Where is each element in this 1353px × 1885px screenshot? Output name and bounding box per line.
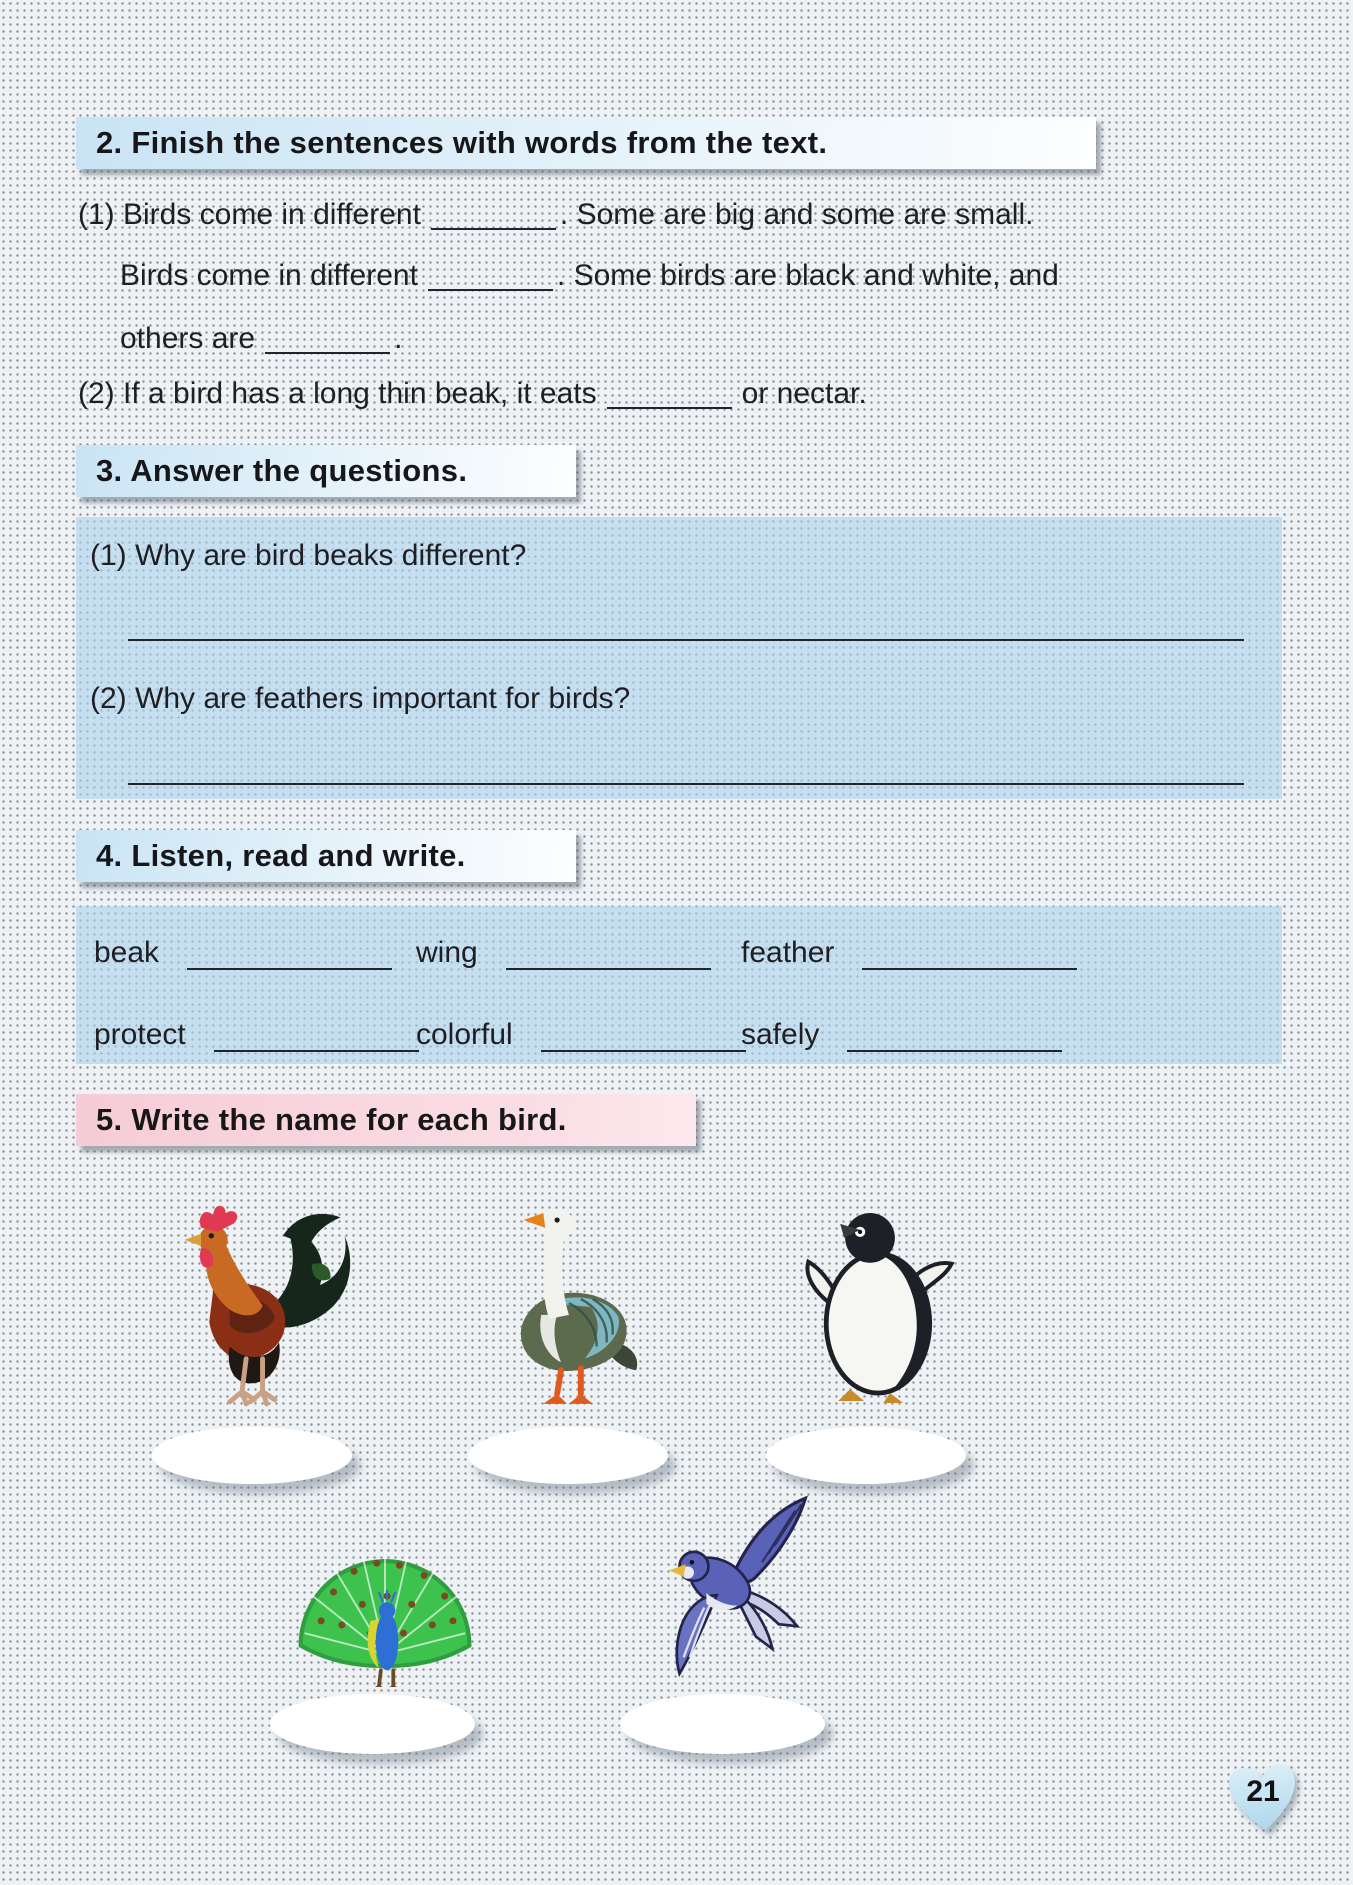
section-4-header	[76, 830, 576, 882]
section-4-title: 4. Listen, read and write.	[96, 838, 466, 873]
sentence-line-1	[78, 198, 1033, 232]
swallow-image	[642, 1492, 812, 1682]
goose-image	[482, 1200, 650, 1410]
page-number: 21	[1246, 1775, 1280, 1808]
vocabulary-panel	[76, 906, 1282, 1064]
vocab-label: feather	[741, 936, 835, 969]
section-3-header	[76, 445, 576, 497]
answer-line-1	[128, 639, 1244, 641]
name-plate-oval	[152, 1427, 352, 1484]
questions-panel	[76, 517, 1282, 799]
vocab-word-safely	[741, 1018, 1062, 1052]
name-plate-oval	[620, 1694, 825, 1754]
question-1: (1) Why are bird beaks different?	[90, 539, 527, 572]
peacock-image	[280, 1497, 490, 1687]
vocab-word-feather	[741, 936, 1077, 970]
vocab-word-wing	[416, 936, 711, 970]
write-line	[847, 1020, 1062, 1052]
sentence-text: Birds come in different	[120, 259, 418, 292]
sentence-line-2	[120, 259, 1059, 293]
sentence-text: others are	[120, 322, 256, 355]
sentence-text: (2) If a bird has a long thin beak, it eats	[78, 377, 597, 410]
vocab-label: safely	[741, 1018, 820, 1051]
sentence-line-3	[120, 322, 402, 356]
question-2: (2) Why are feathers important for birds?	[90, 682, 631, 715]
vocab-label: protect	[94, 1018, 186, 1051]
write-line	[862, 938, 1077, 970]
vocab-label: beak	[94, 936, 160, 969]
write-line	[187, 938, 392, 970]
rooster-image	[168, 1203, 353, 1408]
sentence-text: (1) Birds come in different	[78, 198, 421, 231]
sentence-text: .	[394, 322, 403, 355]
section-2-title: 2. Finish the sentences with words from the text.	[96, 125, 828, 160]
vocab-word-protect	[94, 1018, 419, 1052]
fill-blank	[428, 259, 553, 291]
answer-line-2	[128, 783, 1244, 785]
fill-blank	[607, 377, 732, 409]
fill-blank	[431, 198, 556, 230]
sentence-text: . Some are big and some are small.	[559, 198, 1034, 231]
write-line	[506, 938, 711, 970]
section-5-header	[76, 1094, 696, 1146]
vocab-word-colorful	[416, 1018, 746, 1052]
section-3-title: 3. Answer the questions.	[96, 453, 468, 488]
fill-blank	[265, 322, 390, 354]
name-plate-oval	[766, 1427, 966, 1484]
vocab-label: colorful	[416, 1018, 513, 1051]
page-number-badge	[1220, 1753, 1306, 1839]
write-line	[214, 1020, 419, 1052]
vocab-label: wing	[416, 936, 478, 969]
sentence-line-4	[78, 377, 867, 411]
penguin-image	[788, 1208, 958, 1403]
section-5-title: 5. Write the name for each bird.	[96, 1102, 567, 1137]
section-2-header	[76, 117, 1096, 169]
write-line	[541, 1020, 746, 1052]
vocab-word-beak	[94, 936, 392, 970]
sentence-text: or nectar.	[741, 377, 867, 410]
sentence-text: . Some birds are black and white, and	[556, 259, 1059, 292]
name-plate-oval	[468, 1427, 668, 1484]
name-plate-oval	[270, 1694, 475, 1754]
